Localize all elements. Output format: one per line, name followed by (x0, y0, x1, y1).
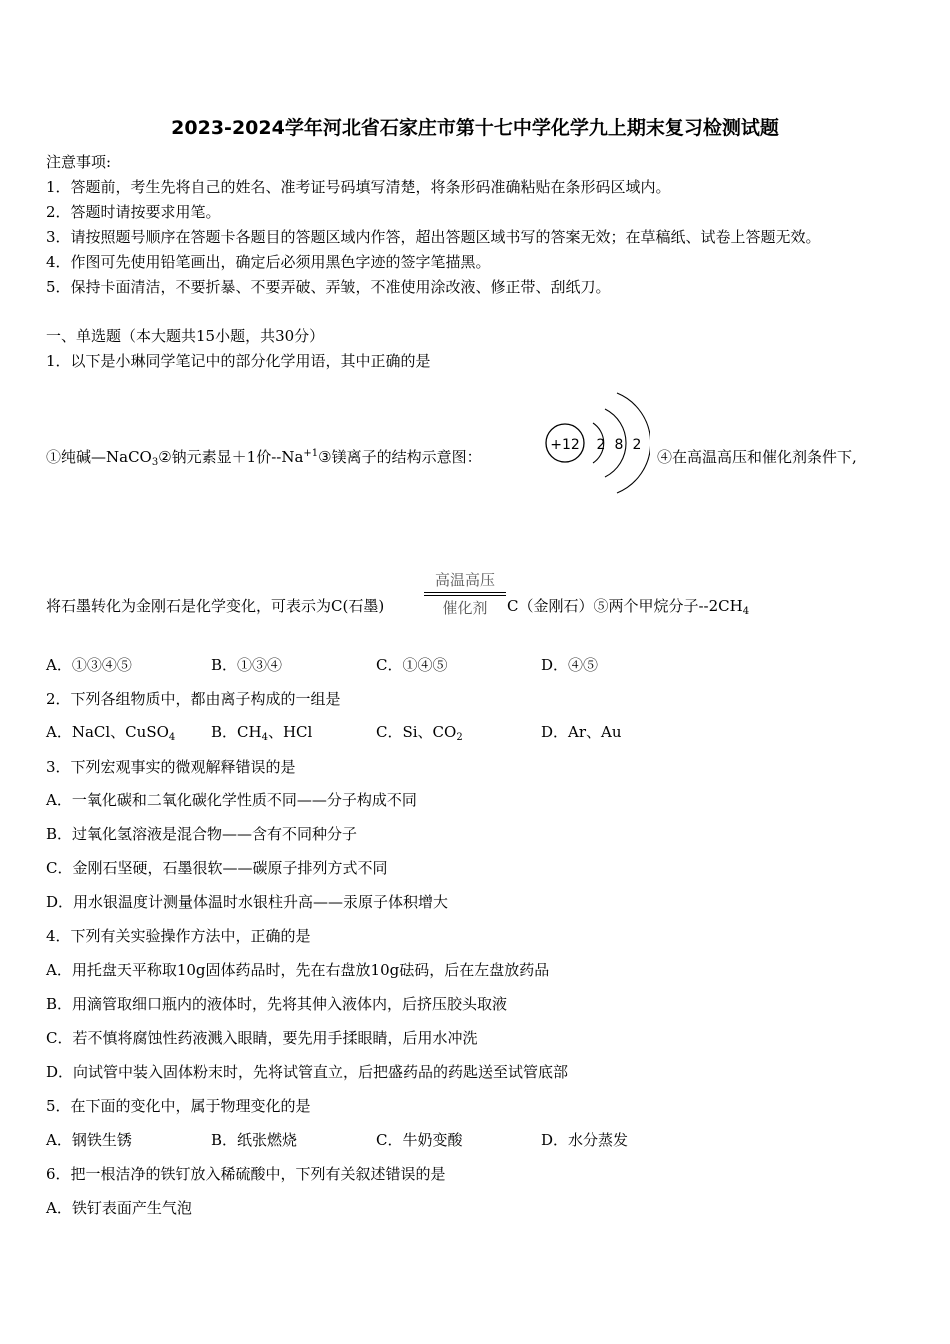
condition-bottom: 催化剂 (442, 599, 488, 617)
q3-option-a[interactable]: A．一氧化碳和二氧化碳化学性质不同——分子构成不同 (46, 791, 417, 809)
q1-part2-sup: +1 (303, 448, 319, 459)
q2-option-d-text: D．Ar、Au (541, 723, 622, 741)
q1-option-d[interactable]: D．④⑤ (541, 656, 599, 674)
notice-item: 1．答题前，考生先将自己的姓名、准考证号码填写清楚，将条形码准确粘贴在条形码区域内。 (46, 178, 671, 196)
question-1-line1 (46, 447, 482, 467)
notice-heading: 注意事项: (46, 153, 112, 171)
q2-option-a[interactable] (46, 722, 175, 742)
q2-option-b-text: B．CH (211, 723, 262, 741)
double-arrow-line-2 (424, 595, 506, 596)
q1-part4: ④在高温高压和催化剂条件下, (657, 448, 857, 466)
notice-item: 2．答题时请按要求用笔。 (46, 203, 221, 221)
q1-line2-sub: 4 (742, 606, 750, 617)
reaction-condition (424, 570, 506, 618)
q1-part2: ②钠元素显＋1价--Na (158, 448, 304, 466)
question-1-line2-a (46, 596, 384, 616)
q1-option-a[interactable]: A．①③④⑤ (46, 656, 132, 674)
q5-option-b[interactable]: B．纸张燃烧 (211, 1131, 298, 1149)
q3-option-c[interactable]: C．金刚石坚硬，石墨很软——碳原子排列方式不同 (46, 859, 388, 877)
nucleus-charge: +12 (550, 437, 580, 453)
magnesium-ion-diagram (535, 385, 650, 500)
question-4-stem: 4．下列有关实验操作方法中，正确的是 (46, 927, 311, 945)
q4-option-c[interactable]: C．若不慎将腐蚀性药液溅入眼睛，要先用手揉眼睛，后用水冲洗 (46, 1029, 478, 1047)
shell-3-electrons: 2 (632, 437, 642, 453)
q2-option-b-post: 、HCl (267, 723, 313, 741)
q2-option-a-sub: 4 (168, 732, 176, 743)
q5-option-a[interactable]: A．钢铁生锈 (46, 1131, 132, 1149)
q5-option-d[interactable]: D．水分蒸发 (541, 1131, 629, 1149)
notice-item: 4．作图可先使用铅笔画出，确定后必须用黑色字迹的签字笔描黑。 (46, 253, 491, 271)
q3-option-b[interactable]: B．过氧化氢溶液是混合物——含有不同种分子 (46, 825, 358, 843)
shell-2-electrons: 8 (614, 437, 624, 453)
question-6-stem: 6．把一根洁净的铁钉放入稀硫酸中，下列有关叙述错误的是 (46, 1165, 446, 1183)
q1-option-b[interactable]: B．①③④ (211, 656, 283, 674)
q1-option-c[interactable]: C．①④⑤ (376, 656, 448, 674)
question-2-stem: 2．下列各组物质中，都由离子构成的一组是 (46, 690, 341, 708)
q2-option-c-sub: 2 (456, 732, 463, 743)
question-5-stem: 5．在下面的变化中，属于物理变化的是 (46, 1097, 311, 1115)
shell-1-electrons: 2 (596, 437, 606, 453)
q2-option-b-sub: 4 (261, 732, 268, 743)
q6-option-a[interactable]: A．铁钉表面产生气泡 (46, 1199, 192, 1217)
q2-option-b[interactable] (211, 722, 312, 742)
notice-item: 3．请按照题号顺序在答题卡各题目的答题区域内作答，超出答题区域书写的答案无效；在草稿纸、试卷上答题无效。 (46, 228, 821, 246)
q1-part1: ①纯碱—NaCO (46, 448, 152, 466)
q4-option-b[interactable]: B．用滴管取细口瓶内的液体时，先将其伸入液体内，后挤压胶头取液 (46, 995, 508, 1013)
condition-top: 高温高压 (434, 571, 495, 589)
q1-line2-b-text: C（金刚石）⑤两个甲烷分子--2CH (507, 597, 743, 615)
question-1-stem: 1．以下是小琳同学笔记中的部分化学用语，其中正确的是 (46, 352, 431, 370)
q1-part3: ③镁离子的结构示意图： (318, 448, 482, 466)
q2-option-c[interactable] (376, 722, 463, 742)
q4-option-d[interactable]: D．向试管中装入固体粉末时，先将试管直立，后把盛药品的药匙送至试管底部 (46, 1063, 569, 1081)
page-title: 2023-2024学年河北省石家庄市第十七中学化学九上期末复习检测试题 (171, 117, 779, 139)
q2-option-d[interactable] (541, 722, 622, 742)
q2-option-a-text: A．NaCl、CuSO (46, 723, 169, 741)
q1-line2-a-text: 将石墨转化为金刚石是化学变化，可表示为C(石墨) (46, 597, 385, 615)
q5-option-c[interactable]: C．牛奶变酸 (376, 1131, 463, 1149)
q3-option-d[interactable]: D．用水银温度计测量体温时水银柱升高——汞原子体积增大 (46, 893, 449, 911)
notice-item: 5．保持卡面清洁，不要折暴、不要弄破、弄皱，不准使用涂改液、修正带、刮纸刀。 (46, 278, 611, 296)
q4-option-a[interactable]: A．用托盘天平称取10g固体药品时，先在右盘放10g砝码，后在左盘放药品 (46, 961, 550, 979)
section-heading: 一、单选题（本大题共15小题，共30分） (46, 327, 325, 345)
double-arrow-line-1 (424, 592, 506, 593)
q2-option-c-text: C．Si、CO (376, 723, 457, 741)
question-3-stem: 3．下列宏观事实的微观解释错误的是 (46, 758, 296, 776)
q1-part1-sub: 3 (151, 457, 159, 468)
question-1-line2-b (507, 596, 749, 616)
